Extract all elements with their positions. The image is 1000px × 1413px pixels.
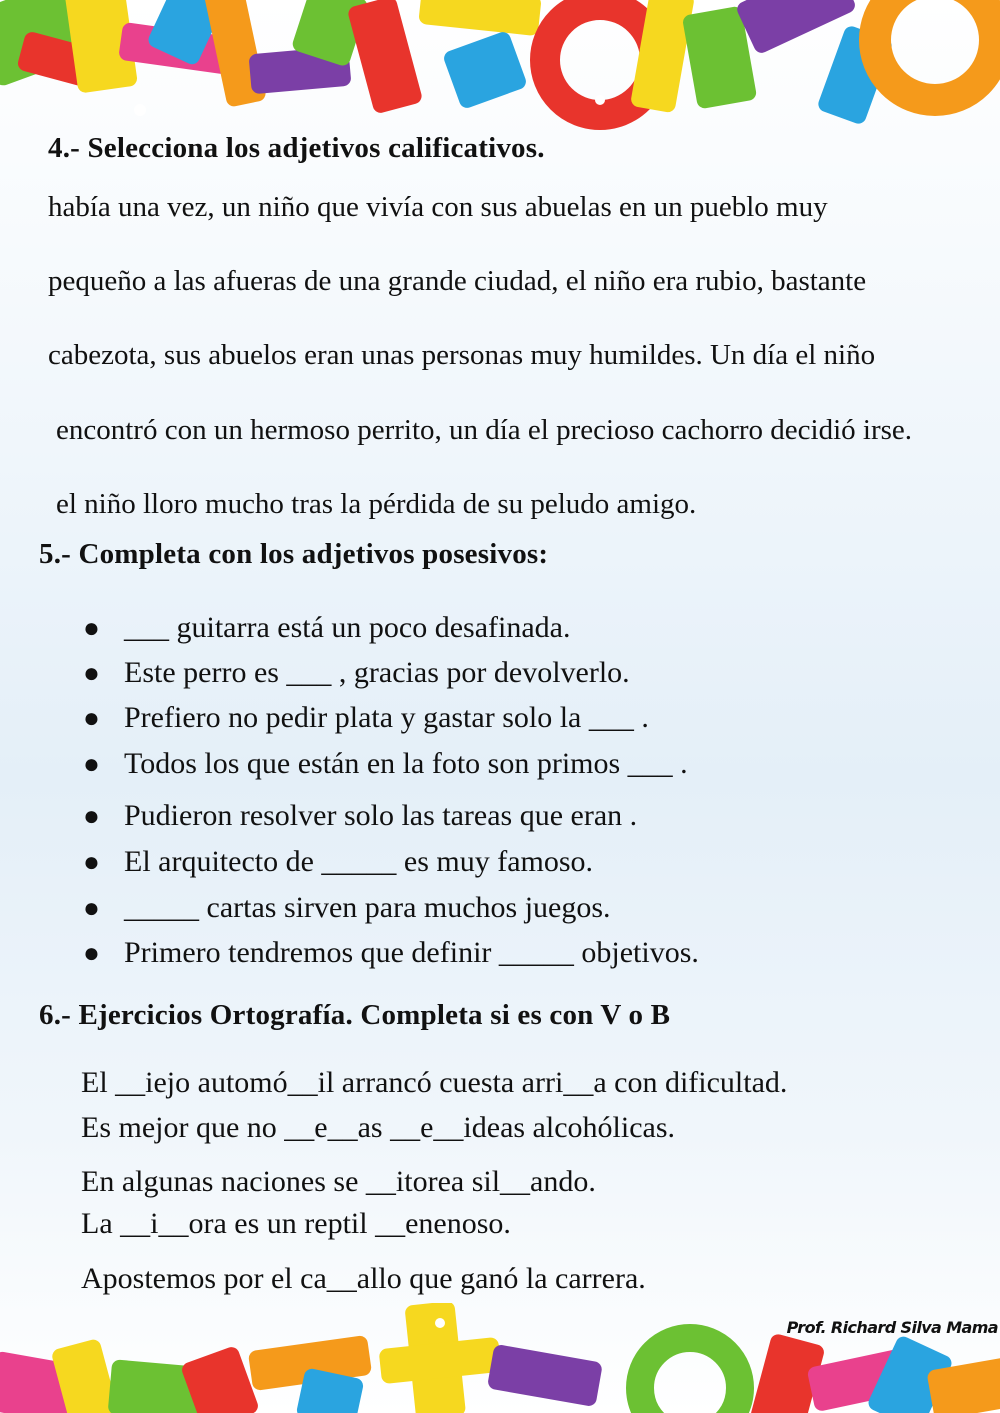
exercise-5-title: 5.- Completa con los adjetivos posesivos: (39, 538, 549, 570)
list-item: _____ cartas sirven para muchos juegos. (124, 891, 611, 924)
list-item: ___ guitarra está un poco desafinada. (124, 611, 571, 644)
bullet-icon: ● (83, 938, 100, 969)
bullet-icon: ● (83, 847, 100, 878)
list-item: Prefiero no pedir plata y gastar solo la ___ . (124, 701, 649, 734)
spelling-line-4: La __i__ora es un reptil __enenoso. (81, 1207, 511, 1240)
exercise-4-line-2: pequeño a las afueras de una grande ciudad, el niño era rubio, bastante (48, 265, 867, 297)
list-item: Este perro es ___ , gracias por devolverlo. (124, 656, 630, 689)
spelling-line-2: Es mejor que no __e__as __e__ideas alcohólicas. (81, 1111, 675, 1144)
spelling-line-1: El __iejo automó__il arrancó cuesta arri__a con dificultad. (81, 1066, 788, 1099)
bullet-icon: ● (83, 893, 100, 924)
exercise-4-title: 4.- Selecciona los adjetivos calificativos. (48, 132, 545, 164)
bullet-icon: ● (83, 703, 100, 734)
bullet-icon: ● (83, 801, 100, 832)
list-item: Todos los que están en la foto son primos ___ . (124, 747, 688, 780)
list-item: Pudieron resolver solo las tareas que eran . (124, 799, 638, 832)
exercise-4-line-3: cabezota, sus abuelos eran unas personas muy humildes. Un día el niño (48, 339, 876, 371)
list-item: El arquitecto de _____ es muy famoso. (124, 845, 594, 878)
wooden-letters-top-icon (0, 0, 1000, 130)
exercise-4-line-5: el niño lloro mucho tras la pérdida de su peludo amigo. (56, 488, 697, 520)
bullet-icon: ● (83, 749, 100, 780)
top-letters-decoration (0, 0, 1000, 130)
bottom-letters-decoration (0, 1303, 1000, 1413)
list-item: Primero tendremos que definir _____ objetivos. (124, 936, 699, 969)
spelling-line-5: Apostemos por el ca__allo que ganó la carrera. (81, 1262, 646, 1295)
exercise-4-line-4: encontró con un hermoso perrito, un día el precioso cachorro decidió irse. (56, 414, 913, 446)
bullet-icon: ● (83, 658, 100, 689)
spelling-line-3: En algunas naciones se __itorea sil__ando. (81, 1165, 596, 1198)
exercise-4-line-1: había una vez, un niño que vivía con sus abuelas en un pueblo muy (48, 191, 828, 223)
wooden-letters-bottom-icon (0, 1303, 1000, 1413)
author-signature: Prof. Richard Silva Mama (786, 1318, 998, 1337)
bullet-icon: ● (83, 613, 100, 644)
exercise-6-title: 6.- Ejercicios Ortografía. Completa si es con V o B (39, 999, 671, 1031)
